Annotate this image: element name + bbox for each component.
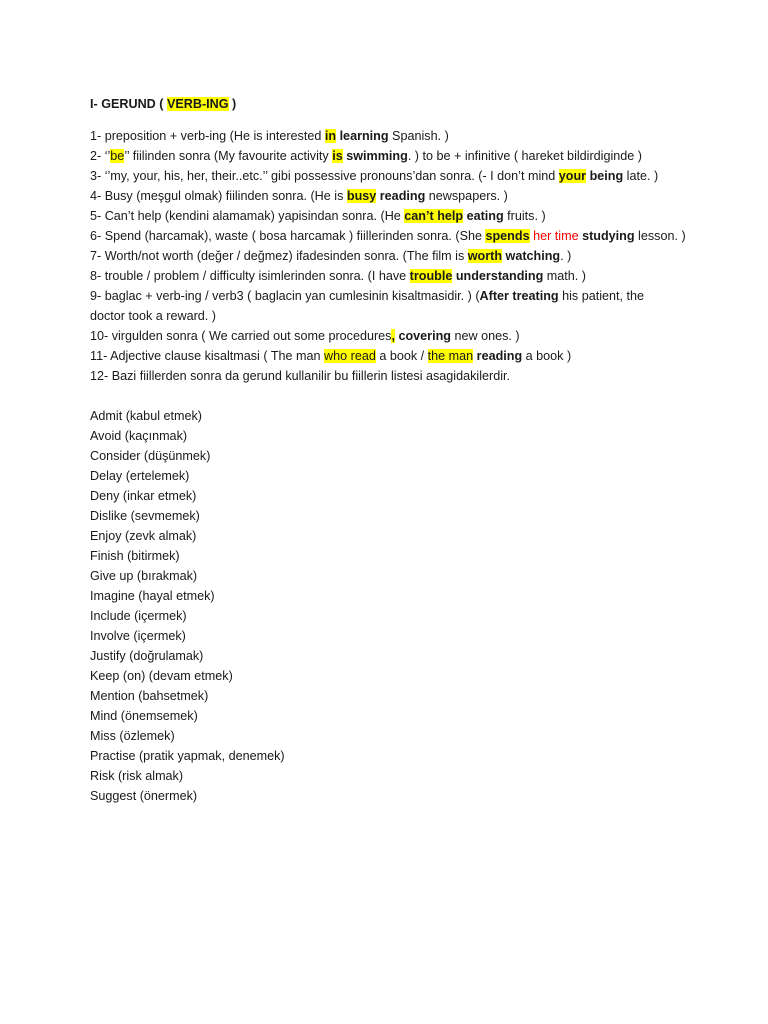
verb-item: Consider (düşünmek): [90, 449, 211, 463]
text-segment: math. ): [543, 269, 587, 283]
text-segment: new ones. ): [450, 329, 520, 343]
highlighted-text: in: [324, 129, 337, 143]
text-segment: lesson. ): [634, 229, 686, 243]
verb-item: Imagine (hayal etmek): [90, 589, 215, 603]
verb-item: Keep (on) (devam etmek): [90, 669, 233, 683]
text-segment: 12- Bazi fiillerden sonra da gerund kullanilir bu fiillerin listesi asagidakilerdir.: [90, 369, 511, 383]
bold-text: ): [228, 97, 237, 111]
rule-line: [90, 186, 710, 206]
rule-line: [90, 266, 710, 286]
text-segment: 1- preposition + verb-ing (He is interested: [90, 129, 325, 143]
bold-text: watching: [505, 249, 561, 263]
text-segment: 3- ‘’my, your, his, her, their..etc.’’ gibi possessive pronouns’dan sonra. (- I don’t mind: [90, 169, 559, 183]
highlighted-text: busy: [346, 189, 377, 203]
text-segment: doctor took a reward. ): [90, 309, 216, 323]
bold-text: being: [589, 169, 624, 183]
verb-item: Dislike (sevmemek): [90, 509, 200, 523]
verb-item: Mention (bahsetmek): [90, 689, 209, 703]
text-segment: Spanish. ): [388, 129, 449, 143]
highlighted-text: be: [110, 149, 125, 163]
text-segment: 9- baglac + verb-ing / verb3 ( baglacin yan cumlesinin kisaltmasidir. ) (: [90, 289, 480, 303]
verb-item: Avoid (kaçınmak): [90, 429, 188, 443]
text-segment: fruits. ): [503, 209, 546, 223]
text-segment: 8- trouble / problem / difficulty isimlerinden sonra. (I have: [90, 269, 410, 283]
bold-text: eating: [466, 209, 504, 223]
document-page: [90, 94, 710, 806]
bold-text: After treating: [479, 289, 559, 303]
highlighted-text: your: [558, 169, 587, 183]
rules-list: [90, 126, 710, 386]
text-segment: . ) to be + infinitive ( hareket bildirdiginde ): [407, 149, 642, 163]
verb-item: Miss (özlemek): [90, 729, 175, 743]
text-segment: 6- Spend (harcamak), waste ( bosa harcamak ) fiillerinden sonra. (She: [90, 229, 486, 243]
highlighted-text: worth: [467, 249, 503, 263]
rule-line: [90, 146, 710, 166]
red-text: her time: [533, 229, 579, 243]
verb-item: Give up (bırakmak): [90, 569, 198, 583]
bold-text: understanding: [455, 269, 544, 283]
verb-item: Justify (doğrulamak): [90, 649, 204, 663]
text-segment: a book ): [522, 349, 572, 363]
rule-line: [90, 366, 710, 386]
verb-list: [90, 406, 710, 806]
bold-text: I- GERUND (: [90, 97, 167, 111]
rule-line: [90, 326, 710, 346]
verb-item: Involve (içermek): [90, 629, 186, 643]
text-segment: ’’ fiilinden sonra (My favourite activity: [124, 149, 333, 163]
rule-line: [90, 166, 710, 186]
text-segment: 7- Worth/not worth (değer / değmez) ifadesinden sonra. (The film is: [90, 249, 468, 263]
bold-text: covering: [398, 329, 451, 343]
text-segment: 10- virgulden sonra ( We carried out some procedures: [90, 329, 392, 343]
verb-item: Admit (kabul etmek): [90, 409, 202, 423]
rule-line: [90, 346, 710, 366]
verb-item: Finish (bitirmek): [90, 549, 180, 563]
bold-text: studying: [582, 229, 635, 243]
text-segment: 2- ‘’: [90, 149, 111, 163]
verb-item: Practise (pratik yapmak, denemek): [90, 749, 285, 763]
heading-gerund: [90, 94, 710, 114]
rule-line: [90, 226, 710, 246]
verb-item: Suggest (önermek): [90, 789, 198, 803]
highlighted-text: the man: [427, 349, 474, 363]
text-segment: his patient, the: [558, 289, 645, 303]
verb-item: Mind (önemsemek): [90, 709, 198, 723]
text-segment: newspapers. ): [425, 189, 508, 203]
highlighted-text: can’t help: [404, 209, 464, 223]
rule-line: [90, 206, 710, 226]
text-segment: a book /: [375, 349, 428, 363]
text-segment: 11- Adjective clause kisaltmasi ( The man: [90, 349, 325, 363]
verb-item: Deny (inkar etmek): [90, 489, 197, 503]
text-segment: 5- Can’t help (kendini alamamak) yapisindan sonra. (He: [90, 209, 405, 223]
text-segment: late. ): [623, 169, 659, 183]
verb-item: Delay (ertelemek): [90, 469, 190, 483]
highlighted-text: who read: [324, 349, 376, 363]
verb-item: Risk (risk almak): [90, 769, 184, 783]
bold-text: swimming: [346, 149, 408, 163]
bold-text: reading: [379, 189, 426, 203]
highlighted-text: spends: [485, 229, 530, 243]
highlighted-text: VERB-ING: [166, 97, 229, 111]
rule-line: [90, 286, 710, 306]
rule-line: [90, 126, 710, 146]
verb-item: Include (içermek): [90, 609, 187, 623]
verb-item: Enjoy (zevk almak): [90, 529, 197, 543]
bold-text: learning: [339, 129, 389, 143]
text-segment: 4- Busy (meşgul olmak) fiilinden sonra. (He is: [90, 189, 347, 203]
text-segment: . ): [560, 249, 572, 263]
rule-line: [90, 246, 710, 266]
highlighted-text: is: [332, 149, 343, 163]
rule-line: [90, 306, 710, 326]
highlighted-text: trouble: [409, 269, 453, 283]
bold-text: reading: [476, 349, 523, 363]
highlighted-text: ,: [391, 329, 395, 343]
spacer: [90, 386, 710, 406]
